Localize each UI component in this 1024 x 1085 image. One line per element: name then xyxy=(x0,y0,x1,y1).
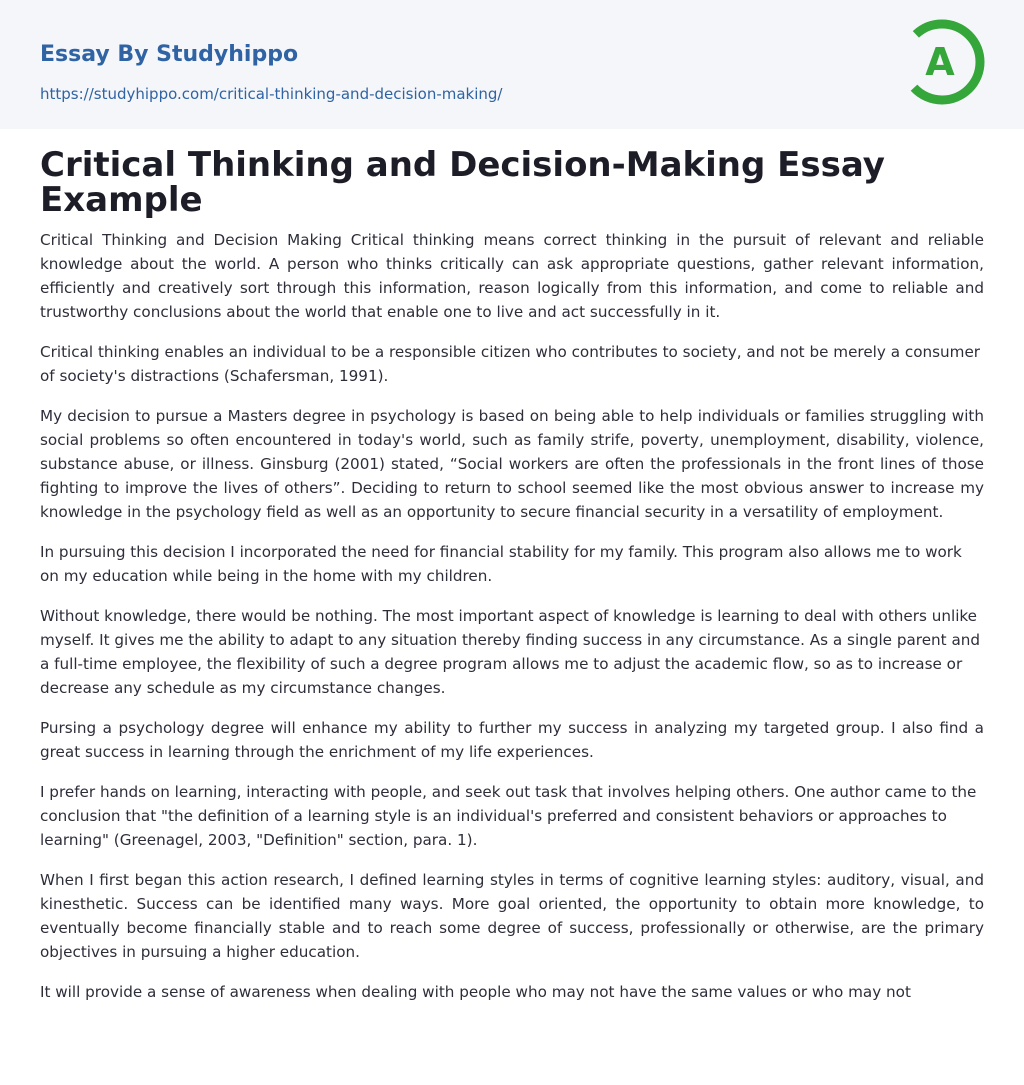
source-url-link[interactable]: https://studyhippo.com/critical-thinking-and-decision-making/ xyxy=(40,85,503,103)
article-paragraph: Critical thinking enables an individual to be a responsible citizen who contributes to society, and not be merely a consumer of society's distractions (Schafersman, 1991). xyxy=(40,343,981,385)
article-paragraph: Without knowledge, there would be nothing. The most important aspect of knowledge is learning to deal with others unlike myself. It gives me the ability to adapt to any situation thereby finding success in any circumstance. As a single parent and a full-time employee, the flexibility of such a degree program allows me to adjust the academic flow, so as to increase or decrease any schedule as my circumstance changes. xyxy=(40,607,981,697)
article-paragraph: Pursing a psychology degree will enhance my ability to further my success in analyzing my targeted group. I also find a great success in learning through the enrichment of my life experiences. xyxy=(40,719,984,761)
logo-letter: A xyxy=(925,40,955,84)
site-brand[interactable]: Essay By Studyhippo xyxy=(40,42,299,67)
article-title: Critical Thinking and Decision-Making Essay Example xyxy=(40,145,885,220)
article-paragraph: When I first began this action research, I defined learning styles in terms of cognitive learning styles: auditory, visual, and kinesthetic. Success can be identified many ways. More goal oriented, the opportunity to obtain more knowledge, to eventually become financially stable and to reach some degree of success, professionally or otherwise, are the primary objectives in pursuing a higher education. xyxy=(40,871,984,961)
article-paragraph: In pursuing this decision I incorporated the need for financial stability for my family. This program also allows me to work on my education while being in the home with my children. xyxy=(40,543,962,585)
studyhippo-logo-icon[interactable] xyxy=(898,18,986,106)
article-paragraph: My decision to pursue a Masters degree in psychology is based on being able to help individuals or families struggling with social problems so often encountered in today's world, such as family strife, poverty, unemployment, disability, violence, substance abuse, or illness. Ginsburg (2001) stated, “Social workers are often the professionals in the front lines of those fighting to improve the lives of others”. Deciding to return to school seemed like the most obvious answer to increase my knowledge in the psychology field as well as an opportunity to secure financial security in a versatility of employment. xyxy=(40,407,984,521)
article-paragraph: It will provide a sense of awareness when dealing with people who may not have the same values or who may not xyxy=(40,983,911,1001)
article-body xyxy=(40,228,984,1020)
article-paragraph: I prefer hands on learning, interacting with people, and seek out task that involves helping others. One author came to the conclusion that "the definition of a learning style is an individual's preferred and consistent behaviors or approaches to learning" (Greenagel, 2003, "Definition" section, para. 1). xyxy=(40,783,977,849)
article-paragraph: Critical Thinking and Decision Making Critical thinking means correct thinking in the pursuit of relevant and reliable knowledge about the world. A person who thinks critically can ask appropriate questions, gather relevant information, efficiently and creatively sort through this information, reason logically from this information, and come to reliable and trustworthy conclusions about the world that enable one to live and act successfully in it. xyxy=(40,231,984,321)
site-header xyxy=(0,0,1024,129)
